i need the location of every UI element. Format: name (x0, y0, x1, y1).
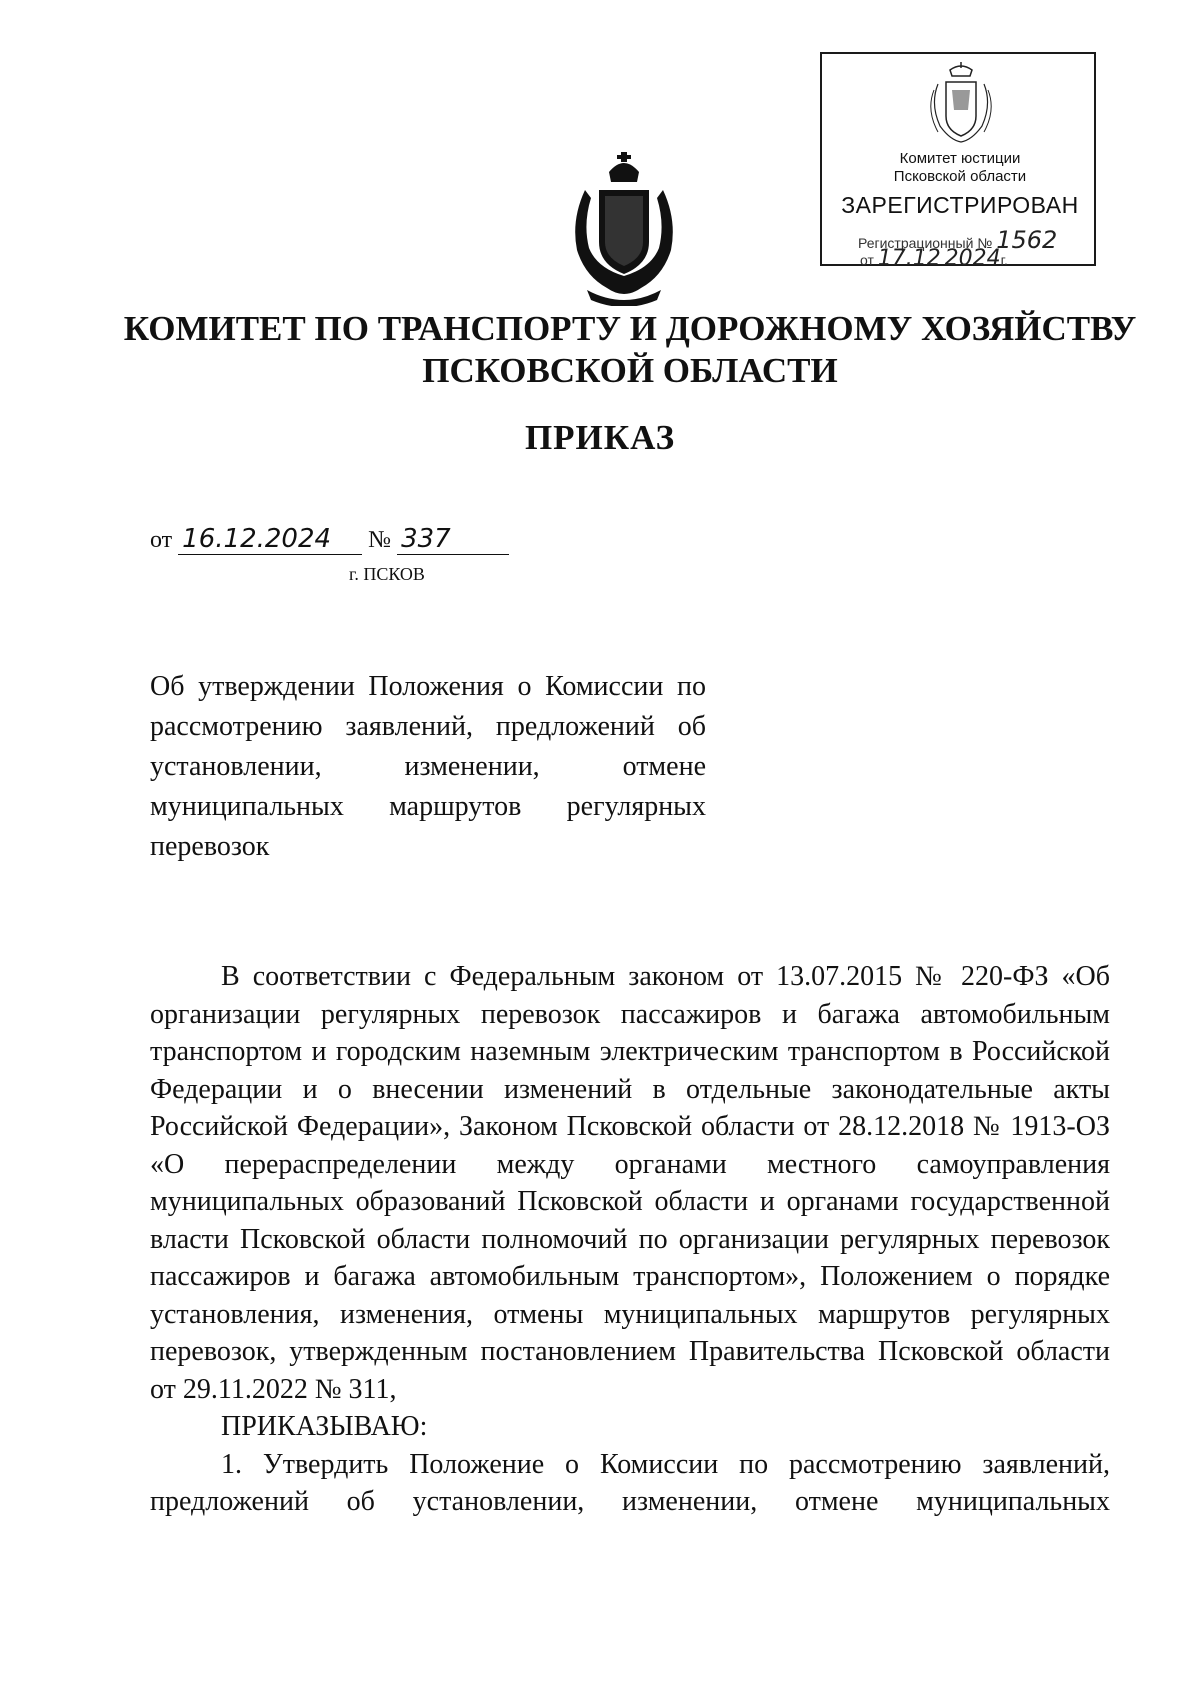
document-type: ПРИКАЗ (524, 418, 676, 457)
order-subject (150, 667, 706, 867)
organization-title-line2: ПСКОВСКОЙ ОБЛАСТИ (422, 351, 838, 390)
stamp-status: ЗАРЕГИСТРИРОВАН (841, 192, 1079, 218)
order-date-number (150, 524, 509, 555)
order-number-label: № (368, 527, 392, 553)
registration-stamp (820, 52, 1096, 271)
order-subject-text: Об утверждении Положения о Комиссии по рассмотрению заявлений, предложений об установлении, изменении, отмене муниципальных маршрутов регулярных (150, 671, 706, 822)
coat-of-arms-icon (567, 150, 681, 306)
item-1-line-2: предложений об установлении, изменении, отмене муниципальных (150, 1486, 1110, 1517)
preamble-paragraph: В соответствии с Федеральным законом от 13.07.2015 № 220-ФЗ «Об организации регулярных перевозок пассажиров и багажа автомобильным транспортом и городским наземным электрическим транспортом в Российской Федерации и о внесении изменений в отдельные законодательные акты Российской Федерации», Законом Псковской области от 28.12.2018 № 1913-ОЗ «О перераспределении между органами местного самоуправления муниципальных образований Псковской области и органами государственной власти Псковской области полномочий по организации регулярных перевозок пассажиров и багажа автомобильным транспортом», Положением о порядке установления, изменения, отмены муниципальных маршрутов регулярных перевозок, утвержденным постановлением Правительства Псковской области от 29.11.2022 № 311, (150, 961, 1110, 1405)
order-city: г. ПСКОВ (349, 564, 425, 584)
organization-title-line1: КОМИТЕТ ПО ТРАНСПОРТУ И ДОРОЖНОМУ ХОЗЯЙСТВУ (123, 309, 1137, 348)
order-number: 337 (397, 524, 509, 555)
stamp-reg-label: Регистрационный № (858, 235, 993, 251)
document-body (150, 958, 1110, 1521)
stamp-year-value: 2024 (944, 246, 1001, 271)
order-date: 16.12.2024 (178, 524, 362, 555)
stamp-date-prefix: от (860, 252, 874, 268)
order-subject-last-word: перевозок (150, 831, 270, 862)
stamp-org-line2: Псковской области (893, 168, 1027, 185)
stamp-date (860, 246, 1008, 271)
stamp-coat-of-arms-icon (924, 60, 998, 148)
stamp-date-value: 17.12 (877, 246, 941, 271)
order-word: ПРИКАЗЫВАЮ: (221, 1411, 428, 1442)
order-date-prefix: от (150, 527, 173, 553)
stamp-organization (822, 150, 1098, 186)
stamp-org-line1: Комитет юстиции (899, 150, 1021, 167)
stamp-year-suffix: г. (1000, 252, 1008, 268)
organization-title (100, 308, 1160, 392)
stamp-reg-number: 1562 (996, 226, 1058, 254)
item-1-line-1: 1. Утвердить Положение о Комиссии по рассмотрению заявлений, (221, 1448, 1110, 1480)
